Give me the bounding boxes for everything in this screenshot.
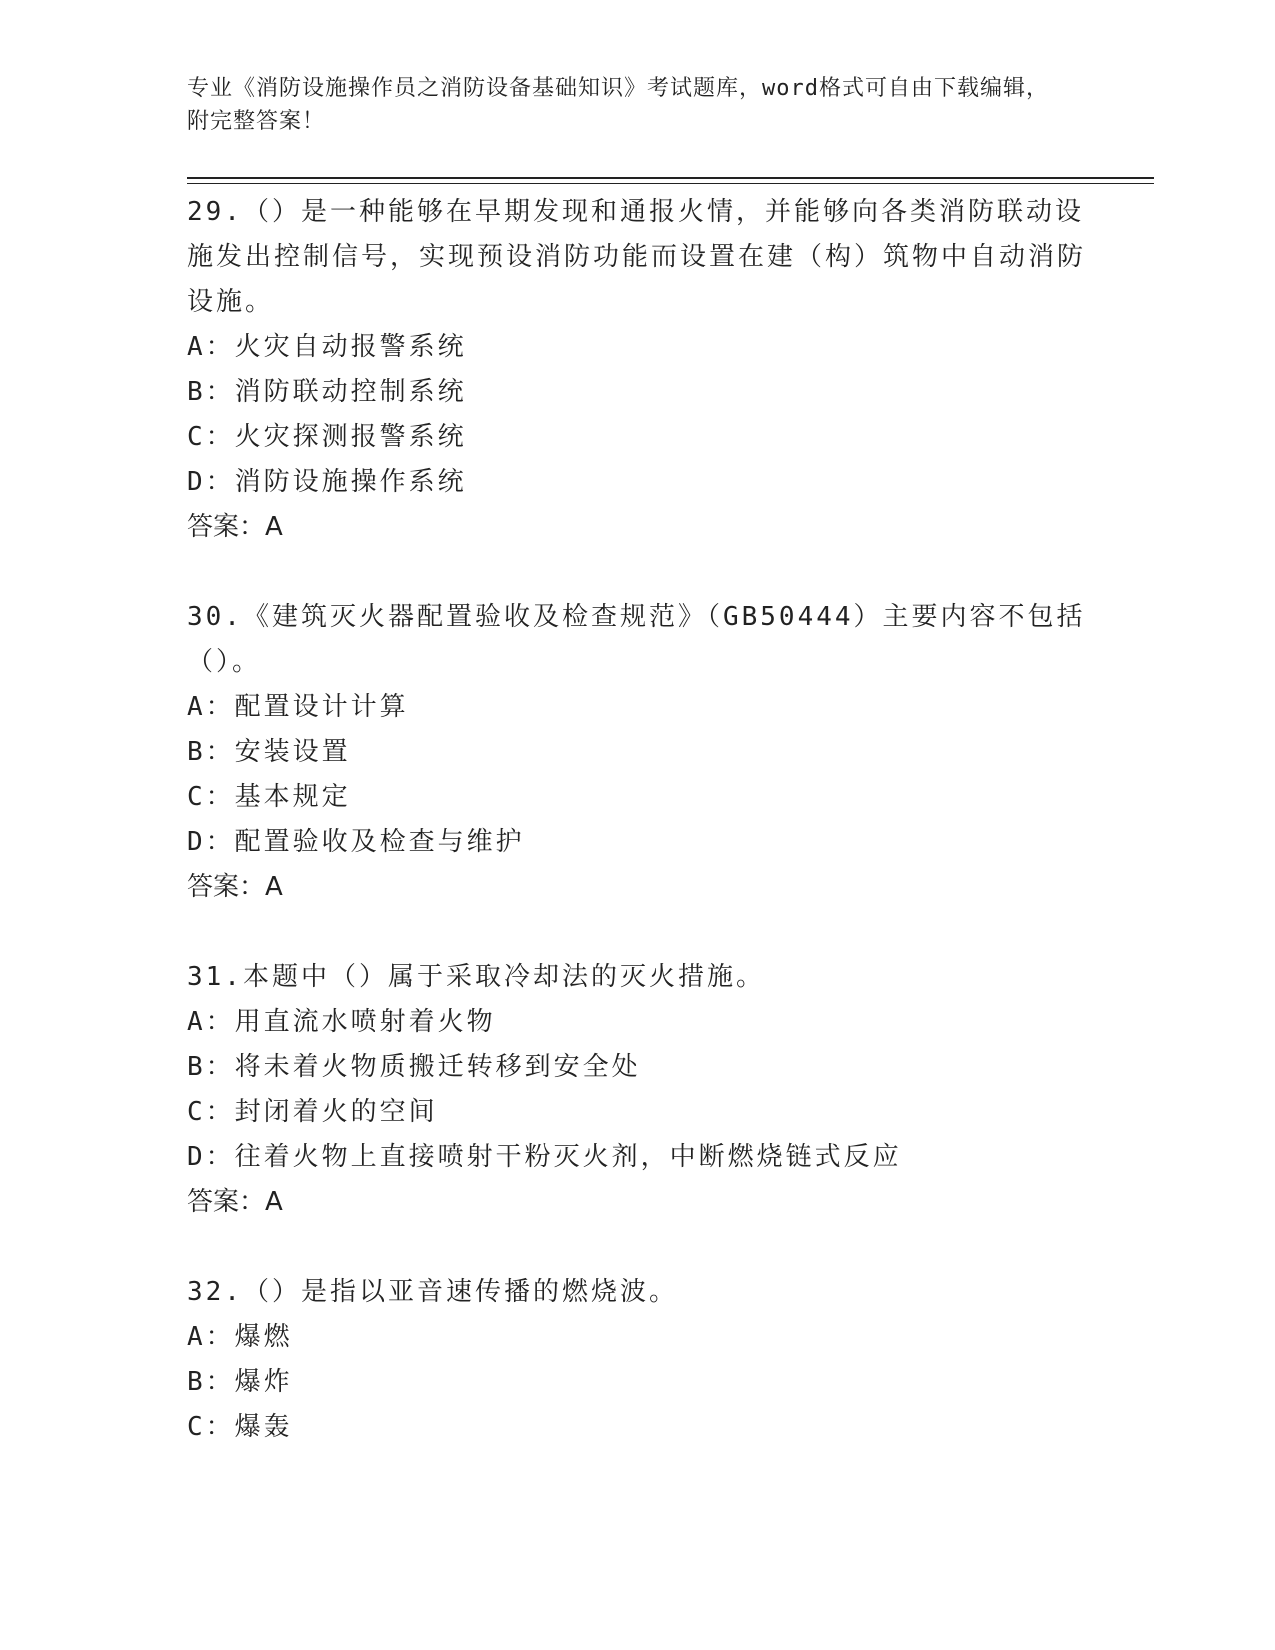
option-a: A：用直流水喷射着火物 [187, 1007, 496, 1037]
option-d: D：往着火物上直接喷射干粉灭火剂，中断燃烧链式反应 [187, 1142, 902, 1172]
spacer [187, 910, 1087, 955]
question-30 [187, 595, 1087, 910]
option-a: A：爆燃 [187, 1322, 293, 1352]
spacer [187, 550, 1087, 595]
question-stem: 32.（）是指以亚音速传播的燃烧波。 [187, 1277, 678, 1307]
answer: 答案：A [187, 512, 283, 542]
document-header: 专业《消防设施操作员之消防设备基础知识》考试题库，word格式可自由下载编辑，附完整答案！ [187, 76, 1049, 134]
question-31 [187, 955, 1087, 1225]
option-a: A：火灾自动报警系统 [187, 332, 467, 362]
option-c: C：基本规定 [187, 782, 351, 812]
option-b: B：爆炸 [187, 1367, 293, 1397]
option-d: D：消防设施操作系统 [187, 467, 467, 497]
option-c: C：爆轰 [187, 1412, 293, 1442]
option-b: B：将未着火物质搬迁转移到安全处 [187, 1052, 641, 1082]
answer: 答案：A [187, 1187, 283, 1217]
question-32 [187, 1270, 1087, 1450]
question-stem: 31.本题中（）属于采取冷却法的灭火措施。 [187, 962, 765, 992]
option-a: A：配置设计计算 [187, 692, 409, 722]
header-divider-thin [187, 183, 1154, 184]
option-c: C：火灾探测报警系统 [187, 422, 467, 452]
question-stem: 29.（）是一种能够在早期发现和通报火情，并能够向各类消防联动设施发出控制信号，实现预设消防功能而设置在建（构）筑物中自动消防设施。 [187, 197, 1087, 317]
answer: 答案：A [187, 872, 283, 902]
option-b: B：消防联动控制系统 [187, 377, 467, 407]
question-list [187, 190, 1087, 1450]
question-stem: 30.《建筑灭火器配置验收及检查规范》（GB50444）主要内容不包括（）。 [187, 602, 1086, 677]
header-divider-thick [187, 177, 1154, 179]
question-29 [187, 190, 1087, 550]
option-b: B：安装设置 [187, 737, 351, 767]
option-d: D：配置验收及检查与维护 [187, 827, 525, 857]
option-c: C：封闭着火的空间 [187, 1097, 438, 1127]
spacer [187, 1225, 1087, 1270]
